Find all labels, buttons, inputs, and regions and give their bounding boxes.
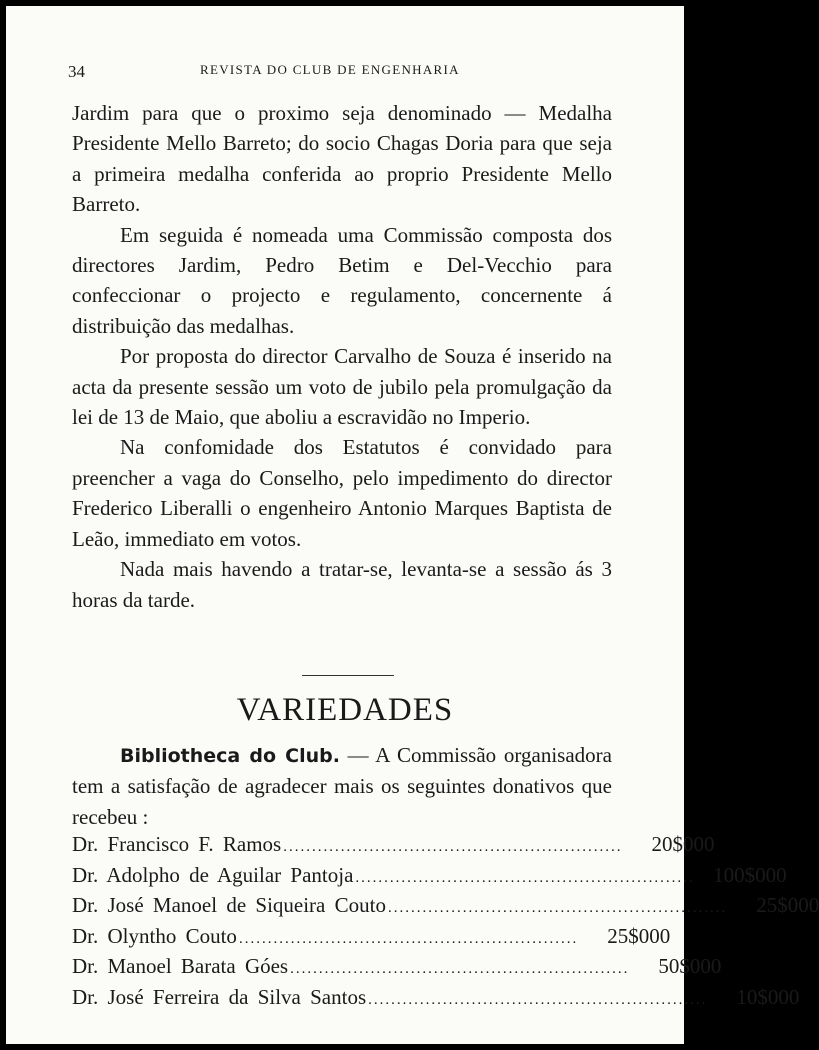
donor-name: Dr. Francisco F. Ramos (72, 832, 282, 856)
section-title: VARIEDADES (236, 692, 454, 728)
donor-name: Dr. Adolpho de Aguilar Pantoja (72, 862, 354, 887)
donor-name: Dr. Olyntho Couto (72, 923, 237, 948)
library-notice (72, 740, 612, 832)
donation-row (72, 954, 722, 985)
leader-dots: ........................................................... (368, 991, 708, 1008)
leader-dots: ........................................................... (238, 930, 579, 947)
donation-amount: 25$000 (756, 893, 819, 918)
leader-dots: ........................................................... (355, 869, 695, 886)
paragraph: Em seguida é nomeada uma Commissão composta dos directores Jardim, Pedro Betim e Del-Vecchio para confeccionar o projecto e regulamento, concernente á distribuição das medalhas. (72, 222, 612, 338)
donation-amount: 50$000 (658, 954, 722, 979)
donation-amount: 25$000 (607, 923, 671, 948)
lead-title: Bibliotheca do Club. (120, 745, 340, 767)
leader-dots: ........................................................... (290, 961, 630, 978)
running-title: REVISTA DO CLUB DE ENGENHARIA (200, 62, 460, 77)
leader-dots: ........................................................... (387, 900, 728, 917)
donation-amount: 10$000 (736, 984, 800, 1009)
donation-amount: 20$000 (651, 832, 715, 856)
leader-dots: ........................................................... (283, 839, 623, 855)
paragraph: Por proposta do director Carvalho de Souza é inserido na acta da presente sessão um voto de jubilo pela promulgação da lei de 13 de Maio, que aboliu a escravidão no Imperio. (72, 344, 612, 430)
paragraph: Na confomidade dos Estatutos é convidado para preencher a vaga do Conselho, pelo impedimento do director Frederico Liberalli o engenheiro Antonio Marques Baptista de Leão, immediato em votos. (72, 435, 612, 551)
book-page (6, 6, 819, 1044)
paragraph: Nada mais havendo a tratar-se, levanta-se a sessão ás 3 horas da tarde. (72, 557, 612, 612)
paragraph: Jardim para que o proximo seja denominado — Medalha Presidente Mello Barreto; do socio Chagas Doria para que seja a primeira medalha conferida ao proprio Presidente Mello Barreto. (72, 101, 612, 217)
donation-row (72, 832, 715, 863)
donation-amount: 100$000 (713, 862, 787, 887)
lead-text: — A Commissão organisadora tem a satisfação de agradecer mais os seguintes donativos que recebeu : (72, 743, 612, 829)
body-text (72, 98, 612, 615)
donor-name: Dr. Manoel Barata Góes (72, 954, 289, 979)
donation-list (72, 832, 819, 1016)
donor-name: Dr. José Ferreira da Silva Santos (72, 984, 367, 1009)
donor-name: Dr. José Manoel de Siqueira Couto (72, 893, 386, 918)
donation-row (72, 923, 671, 955)
donation-row (72, 893, 819, 924)
page-number: 34 (68, 62, 85, 81)
page-header (68, 58, 628, 82)
section-divider (302, 675, 394, 676)
donation-row (72, 862, 787, 894)
donation-row (72, 984, 800, 1016)
